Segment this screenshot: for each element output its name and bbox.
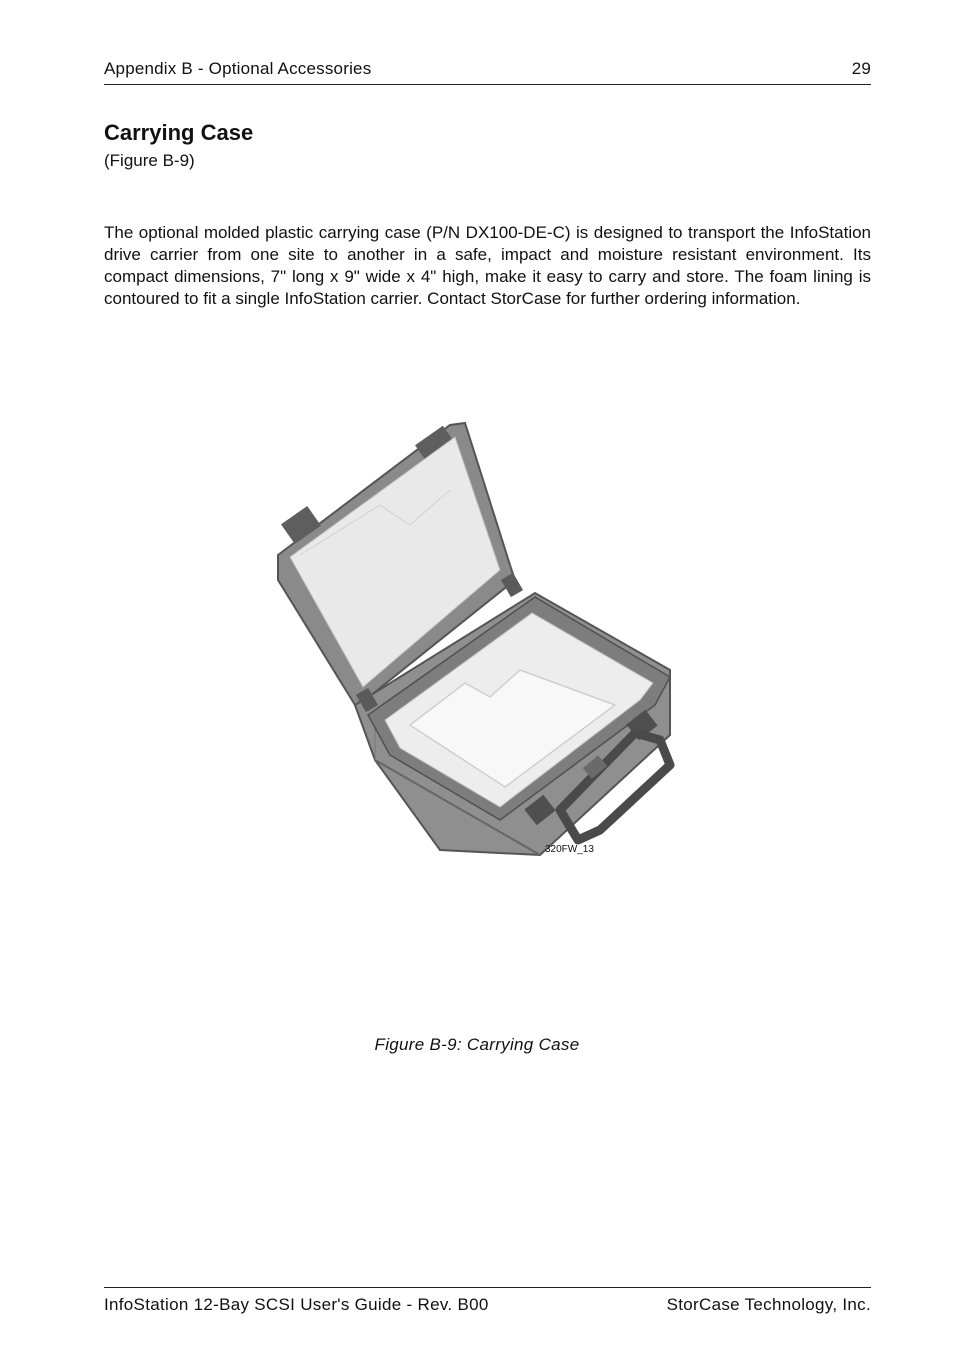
page-footer xyxy=(104,1287,871,1318)
section-title: Carrying Case xyxy=(104,120,254,145)
figure-image-code: 320FW_13 xyxy=(545,844,594,855)
footer-company: StorCase Technology, Inc. xyxy=(666,1295,871,1314)
page-number: 29 xyxy=(851,59,871,78)
figure-reference: (Figure B-9) xyxy=(104,151,195,170)
footer-document-title: InfoStation 12-Bay SCSI User's Guide - Rev. B00 xyxy=(104,1295,489,1314)
page-header xyxy=(104,58,871,85)
header-section-title: Appendix B - Optional Accessories xyxy=(104,59,372,78)
carrying-case-image xyxy=(260,415,680,865)
figure-caption: Figure B-9: Carrying Case xyxy=(374,1035,580,1054)
body-paragraph: The optional molded plastic carrying case (P/N DX100-DE-C) is designed to transport the InfoStation drive carrier from one site to another in a safe, impact and moisture resistant environment. Its compact dimensions, 7" long x 9" wide x 4" high, make it easy to carry and store. The foam lining is contoured to fit a single InfoStation carrier. Contact StorCase for further ordering information. xyxy=(104,223,871,308)
